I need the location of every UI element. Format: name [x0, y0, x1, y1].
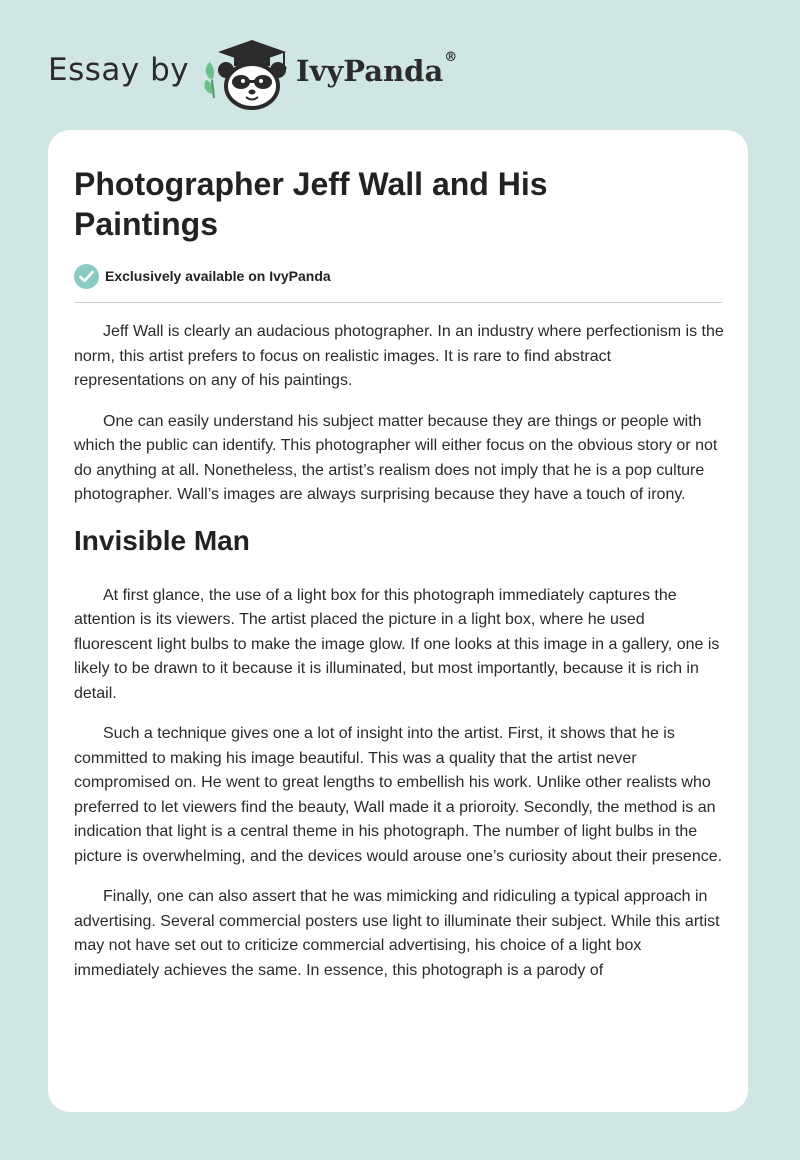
panda-graduate-icon[interactable]: [200, 36, 290, 112]
paragraph: Jeff Wall is clearly an audacious photographer. In an industry where perfectionism is the norm, this artist prefers to focus on realistic images. It is rare to find abstract representations on any of his paintings.: [74, 323, 724, 389]
paragraph: Finally, one can also assert that he was mimicking and ridiculing a typical approach in advertising. Several commercial posters use light to illuminate their subject. While this artist may not have set out to criticize commercial advertising, his choice of a light box immediately achieves the same. In essence, this photograph is a parody of: [74, 888, 720, 979]
site-header: [0, 0, 800, 130]
exclusive-badge: [74, 262, 331, 290]
brand-logo-text[interactable]: IvyPanda®: [296, 50, 458, 88]
essay-by-label: Essay by: [48, 52, 190, 88]
paragraph: Such a technique gives one a lot of insight into the artist. First, it shows that he is committed to making his image beautiful. This was a quality that the artist never compromised on. He went to great lengths to embellish his work. Unlike other realists who preferred to let viewers find the beauty, Wall made it a prioroity. Secondly, the method is an indication that light is a central theme in his photograph. The number of light bulbs in the picture is overwhelming, and the devices would arouse one’s curiosity about their presence.: [74, 725, 723, 865]
paragraph: At first glance, the use of a light box for this photograph immediately captures the attention is its viewers. The artist placed the picture in a light box, where he used fluorescent light bulbs to make the image glow. If one looks at this image in a gallery, one is likely to be drawn to it because it is illuminated, but most importantly, because it is rich in detail.: [74, 586, 720, 702]
title-divider: [74, 302, 722, 303]
essay-card: [48, 130, 748, 1112]
registered-mark: ®: [444, 50, 458, 65]
check-circle-icon: [74, 264, 99, 289]
essay-body: [74, 320, 724, 999]
exclusive-badge-text: Exclusively available on IvyPanda: [105, 268, 331, 284]
section-heading: Invisible Man: [74, 524, 250, 556]
essay-title: Photographer Jeff Wall and His Paintings: [74, 166, 548, 242]
paragraph: One can easily understand his subject matter because they are things or people with which the public can identify. This photographer will either focus on the obvious story or not do anything at all. Nonetheless, the artist’s realism does not imply that he is a pop culture photographer. Wall’s images are always surprising because they have a touch of irony.: [74, 412, 718, 503]
